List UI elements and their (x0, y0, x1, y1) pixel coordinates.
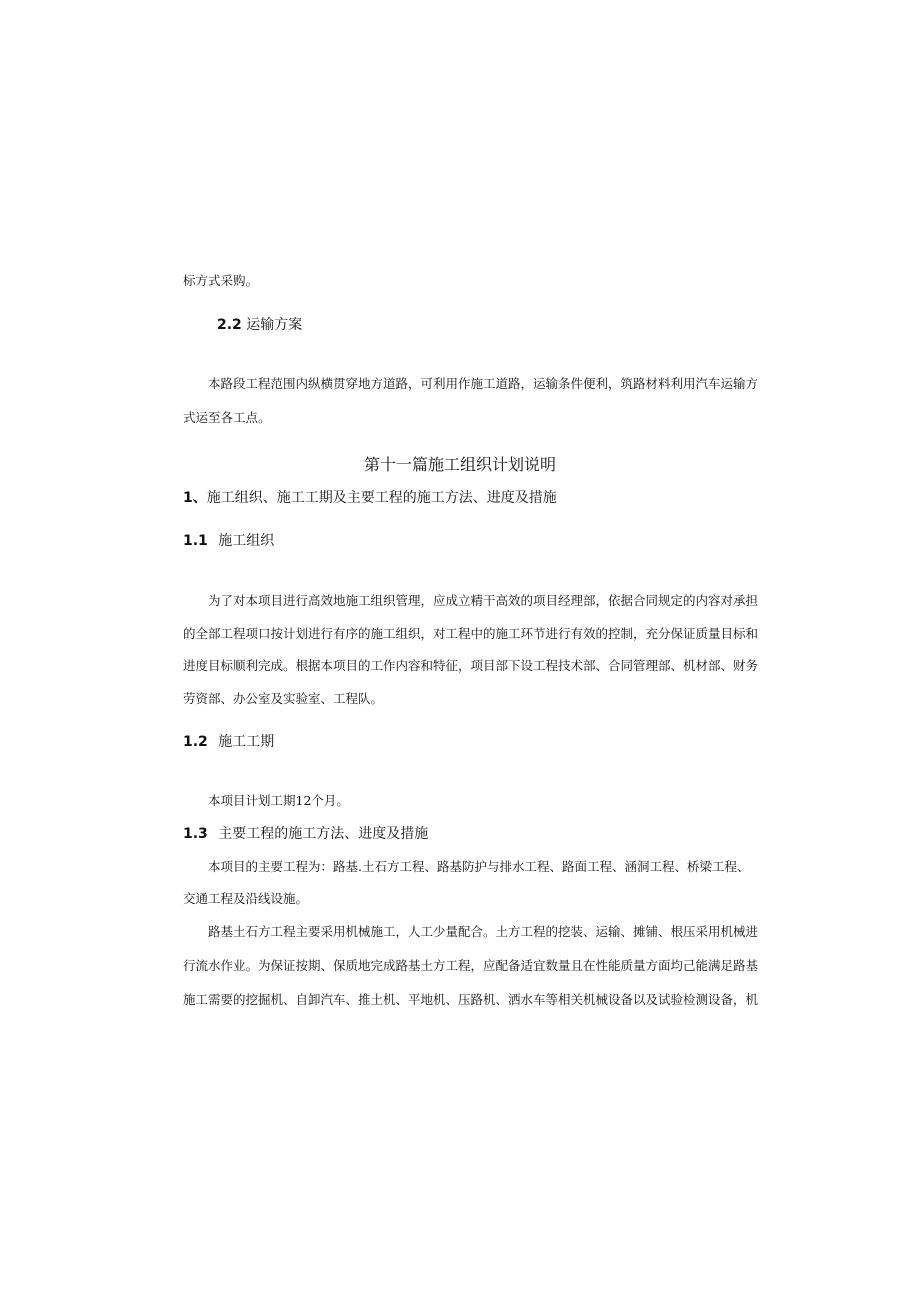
paragraph-roadbed-line-2: 行流水作业。为保证按期、保质地完成路基土方工程，应配备适宜数量且在性能质量方面均己能满足路基 (183, 958, 759, 973)
paragraph-roadbed-line-3: 施工需要的挖掘机、自卸汽车、推土机、平地机、压路机、洒水车等相关机械设备以及试验检测设备，机 (183, 992, 759, 1007)
heading-1-1-number: 1.1 (183, 533, 208, 549)
heading-1-1 (183, 533, 274, 549)
paragraph-organization-line-1: 为了对本项目进行高效地施工组织管理，应成立精干高效的项目经理部，依据合同规定的内容对承担 (208, 593, 759, 608)
heading-1-title: 施工组织、施工工期及主要工程的施工方法、进度及措施 (206, 490, 557, 506)
heading-1-2 (183, 734, 274, 750)
heading-1-3 (183, 826, 428, 842)
paragraph-roadbed-line-1: 路基土石方工程主要采用机械施工，人工少量配合。土方工程的挖装、运输、摊铺、根压采用机械进 (208, 924, 759, 939)
paragraph-organization-line-3: 进度目标顺利完成。根据本项目的工作内容和特征，项目部下设工程技术部、合同管理部、机材部、财务 (183, 658, 759, 673)
heading-1-3-title: 主要工程的施工方法、进度及措施 (218, 826, 429, 842)
paragraph-organization-line-2: 的全部工程项口按计划进行有序的施工组织，对工程中的施工环节进行有效的控制，充分保证质量目标和 (183, 626, 759, 641)
heading-1-number: 1、 (183, 490, 207, 506)
heading-2-2-title: 运输方案 (246, 317, 303, 333)
paragraph-transport-line-2: 式运至各工点。 (183, 410, 271, 425)
heading-1-3-number: 1.3 (183, 826, 208, 842)
paragraph-main-works-line-1: 本项目的主要工程为：路基.土石方工程、路基防护与排水工程、路面工程、涵洞工程、桥梁工程、 (208, 859, 750, 874)
paragraph-transport-line-1: 本路段工程范围内纵横贯穿地方道路，可利用作施工道路，运输条件便利，筑路材料利用汽车运输方 (208, 376, 759, 391)
heading-2-2 (217, 317, 302, 333)
paragraph-main-works-line-2: 交通工程及沿线设施。 (183, 891, 309, 906)
heading-1 (183, 490, 557, 506)
paragraph-previous-tail: 标方式采购。 (183, 273, 259, 288)
paragraph-period: 本项目计划工期12个月。 (208, 793, 349, 808)
chapter-title: 第十一篇施工组织计划说明 (363, 455, 556, 474)
heading-2-2-number: 2.2 (217, 317, 242, 333)
paragraph-organization-line-4: 劳资部、办公室及实验室、工程队。 (183, 691, 384, 706)
heading-1-2-title: 施工工期 (218, 734, 275, 750)
heading-1-2-number: 1.2 (183, 734, 208, 750)
heading-1-1-title: 施工组织 (218, 533, 275, 549)
